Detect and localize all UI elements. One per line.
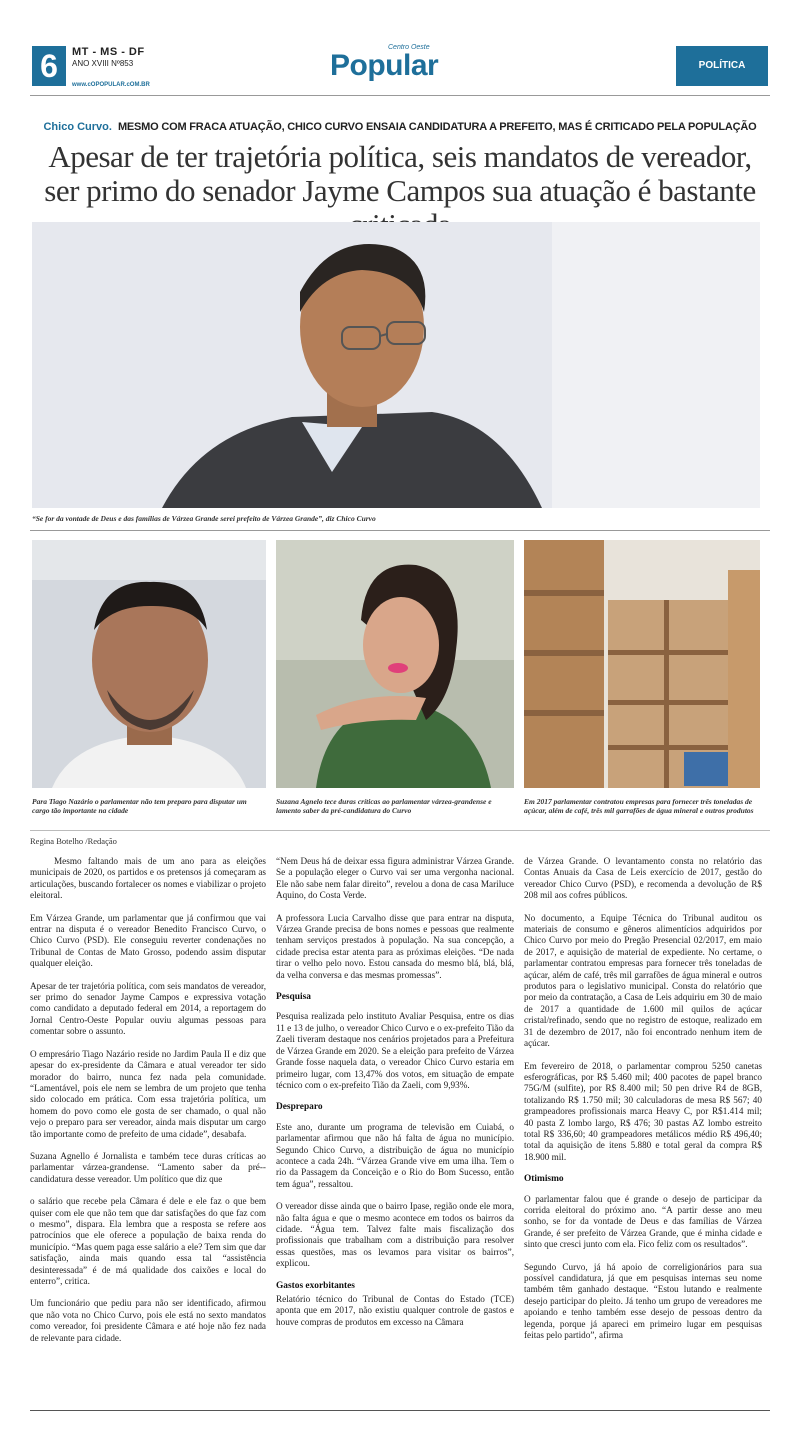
subheading-pesquisa: Pesquisa	[276, 992, 311, 1003]
paragraph: Mesmo faltando mais de um ano para as eleições municipais de 2020, os partidos e os pretensos já começaram as articulações, buscando fortalecer os nomes e viabilizar o projeto eleitoral.	[30, 856, 266, 901]
paragraph: O empresário Tiago Nazário reside no Jardim Paula II e diz que apesar do ex-presidente da Câmara e atual vereador ter sido morador do bairro, nunca fez nada pela comunidade. “Lamentável, pois ele nem se lembra de um projeto que tenha sido colocado em prática. Com essa trajetória política, um homem do povo como ele gosta de ser chamado, o qual não vejo o preparo para ser vereador, ainda mais disputar um cargo tão importante como de prefeito de uma cidade”, desabafa.	[30, 1048, 266, 1139]
paragraph: O vereador disse ainda que o bairro Ipase, região onde ele mora, não falta água e que o mesmo acontece em todos os bairros da cidade. “Água tem. Talvez falte mais fiscalização dos profissionais que trabalham com a distribuição para resolver essas questões, mas os levamos para visitar os bairros”, explicou.	[276, 1201, 514, 1269]
section-label: POLÍTICA	[676, 46, 768, 86]
newspaper-logo	[330, 44, 460, 88]
subheading-otimismo: Otimismo	[524, 1174, 564, 1185]
kicker	[30, 121, 770, 133]
article-column-2	[276, 856, 514, 1339]
subheading-despreparo: Despreparo	[276, 1102, 323, 1113]
header-divider	[30, 95, 770, 96]
main-photo-caption: “Se for da vontade de Deus e das famílias de Várzea Grande serei prefeito de Várzea Grande”, diz Chico Curvo	[32, 514, 376, 523]
body-divider	[30, 830, 770, 831]
paragraph: o salário que recebe pela Câmara é dele e ele faz o que bem quiser com ele que não tem que dar satisfações do que faz com o mesmo”, dispara. Ela lembra que a resposta se refere aos patrocínios que ele oferece a população de baixa renda do município. “Mas quem paga esse salário a ele? Tem sim que dar satisfação, ainda mais quando essa tal “assistência desinteressada” é de má qualidade dos caixões e local do enterro”, critica.	[30, 1196, 266, 1286]
edition-issue: ANO XVIII Nº853	[72, 59, 134, 68]
paragraph: O parlamentar falou que é grande o desejo de participar da corrida eleitoral do próximo ano. “A partir desse ano meu sonho, se for da vontade de Deus e das famílias de Várzea Grande, é ser prefeito de Várzea Grande, que é minha cidade e sinto que cresci junto com ela. Fico feliz com os resultados”.	[524, 1193, 762, 1250]
photo-tiago-nazario	[32, 540, 266, 788]
paragraph: Um funcionário que pediu para não ser identificado, afirmou que não vota no Chico Curvo, pois ele está no sexto mandatos como vereador, foi presidente Câmara e até hoje não fez nada de relevante para cidade.	[30, 1298, 266, 1343]
logo-title: Popular	[330, 49, 439, 82]
empty-shelves-illustration	[524, 540, 760, 788]
photo3-caption: Em 2017 parlamentar contratou empresas para fornecer três toneladas de açúcar, além de café, três mil garrafões de água mineral e outros produtos	[524, 797, 754, 815]
caption-divider	[30, 530, 770, 531]
portrait-man-illustration	[32, 222, 760, 508]
paragraph: No documento, a Equipe Técnica do Tribunal auditou os materiais de consumo e gêneros alimentícios adquiridos por Chico Curvo por meio do Pregão Presencial 02/2017, em maio de 2017, e aquisição de material de expediente. No certame, o parlamentar contratou empresas para fornecer três toneladas de açúcar, além de café, três mil garrafões de água mineral e outros produtos para o legislativo municipal. Consta do relatório que por meio da contratação, a Casa de Leis adquiriu em 30 de maio de 2017 a quantidade de 1.600 mil quilos de açúcar cristal/refinado, sendo que no registro de estoque, realizado em 31 de dezembro de 2017, não foi encontrado nenhum item de açúcar.	[524, 912, 762, 1049]
paragraph: “Nem Deus há de deixar essa figura administrar Várzea Grande. Se a população eleger o Curvo vai ser uma vergonha nacional. Ele não sabe nem falar direito”, revelou a dona de casa Mariluce Aquino, do Costa Verde.	[276, 856, 514, 901]
edition-info	[72, 46, 145, 68]
photo-storage-shelves	[524, 540, 760, 788]
photo-suzana-agnelo	[276, 540, 514, 788]
paragraph: Em fevereiro de 2018, o parlamentar comprou 5250 canetas esferográficas, por R$ 5.460 mil; 400 pacotes de papel branco 75G/M (sulfite), por R$ 8.400 mil; 50 pen drive R4 de 8GB, totalizando R$ 1.750 mil; 30 calculadoras de mesa R$ 567; 40 grampeadores profissionais marca Heavy C, por R$1.414 mil; 40 pasta Z lombo largo, R$ 476; 30 pastas AZ lombo estreito total R$ 336,60; 40 grampeadores metálicos médio R$ 496,40; total da aquisição de itens 5.880 e total geral da compra R$ 18.900 mil.	[524, 1060, 762, 1162]
paragraph: Suzana Agnello é Jornalista e também tece duras críticas ao parlamentar várzea-grandense. “Lamento saber da pré--candidatura desse vereador. Um político que diz que	[30, 1150, 266, 1184]
article-column-3	[524, 856, 762, 1352]
paragraph: Segundo Curvo, já há apoio de correligionários para sua possível candidatura, já que em pesquisas internas seu nome também têm ganhado destaque. “Estou lutando e realmente desejo participar do pleito. Já tenho um grupo de vereadores me apoiando e tenho também esse desejo de pessoas dentro da legenda, porque já apareci em primeiro lugar em pesquisas feitas pelo partido”, afirma	[524, 1261, 762, 1341]
paragraph: de Várzea Grande. O levantamento consta no relatório das Contas Anuais da Casa de Leis exercício de 2017, gestão do vereador Chico Curvo (PSD), e recomenda a devolução de R$ 208 mil aos cofres públicos.	[524, 856, 762, 901]
paragraph: Este ano, durante um programa de televisão em Cuiabá, o parlamentar afirmou que não há falta de água no município. Segundo Chico Curvo, a distribuição de água no município acontece a cada 24h. “Várzea Grande vive em uma ilha. Tem o rio da Passagem da Conceição e o Rio do Bom Sucesso, então tem água”, ressaltou.	[276, 1121, 514, 1189]
article-column-1	[30, 856, 266, 1355]
byline: Regina Botelho /Redação	[30, 836, 117, 846]
page-number: 6	[32, 46, 66, 86]
kicker-name: Chico Curvo.	[43, 121, 112, 133]
logo-subtitle: Centro Oeste	[388, 44, 430, 51]
paragraph: A professora Lucia Carvalho disse que para entrar na disputa, Várzea Grande precisa de bons nomes e pessoas que realmente tenham serviços prestados à população. Na sua concepção, a cidade precisa estar atenta para as próximas eleições. “De nada tirar o velho pelo novo. Estou cansada do mesmo blá, blá, blá, da velha conversa e das mesmas promessas”.	[276, 912, 514, 980]
main-photo	[32, 222, 760, 508]
paragraph: Em Várzea Grande, um parlamentar que já confirmou que vai entrar na disputa é o vereador Benedito Francisco Curvo, o Chico Curvo (PSD). Ele conseguiu reverter condenações no Tribunal de Contas de Mato Grosso, podendo assim disputar qualquer eleição.	[30, 912, 266, 969]
footer-divider	[30, 1410, 770, 1411]
paragraph: Apesar de ter trajetória política, com seis mandatos de vereador, ser primo do senador Jayme Campos e expressiva votação como candidato a deputado federal em 2014, a reportagem do Jornal Centro-Oeste Popular ouviu algumas pessoas para comentar sobre o assunto.	[30, 980, 266, 1037]
paragraph: Pesquisa realizada pelo instituto Avaliar Pesquisa, entre os dias 11 e 13 de julho, o vereador Chico Curvo e o ex-prefeito Tião da Zaeli tiveram destaque nos cenários projetados para a Prefeitura de Várzea Grande em 2020. Se a eleição para prefeito de Várzea Grande fosse naquela data, o vereador Chico Curvo estaria em primeiro lugar, com 13,47% dos votos, em situação de empate técnico com o ex-prefeito Tião da Zaeli, com 9,93%.	[276, 1011, 514, 1090]
photo1-caption: Para Tiago Nazário o parlamentar não tem preparo para disputar um cargo tão importante na cidade	[32, 797, 247, 815]
kicker-text: MESMO COM FRACA ATUAÇÃO, CHICO CURVO ENSAIA CANDIDATURA A PREFEITO, MAS É CRITICADO PELA POPULAÇÃO	[117, 121, 757, 133]
edition-states: MT - MS - DF	[72, 46, 145, 58]
portrait-woman-illustration	[276, 540, 514, 788]
subheading-gastos: Gastos exorbitantes	[276, 1280, 355, 1291]
photo2-caption: Suzana Agnelo tece duras críticas ao parlamentar várzea-grandense e lamento saber da pré-candidatura do Curvo	[276, 797, 492, 815]
portrait-man-2-illustration	[32, 540, 266, 788]
paragraph: Relatório técnico do Tribunal de Contas do Estado (TCE) aponta que em 2017, não existiu qualquer controle de gastos e houve compras de produtos em excesso na Câmara	[276, 1294, 514, 1327]
headline: Apesar de ter trajetória política, seis mandatos de vereador, ser primo do senador Jayme Campos sua atuação é bastante	[44, 139, 756, 208]
site-url[interactable]: www.cOPOPULAR.cOM.BR	[72, 82, 150, 88]
